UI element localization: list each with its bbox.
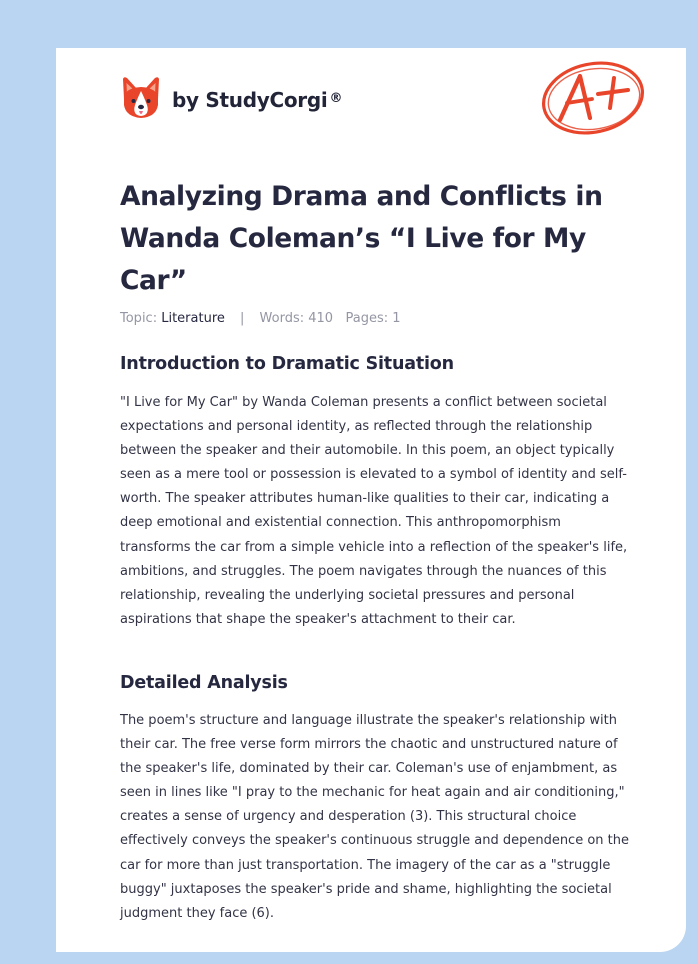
section-heading-analysis: Detailed Analysis bbox=[120, 673, 288, 693]
section-body-introduction: "I Live for My Car" by Wanda Coleman presents a conflict between societal expectations and personal identity, as reflected through the relationship between the speaker and their automobile. In this poem, an object typically seen as a mere tool or possession is elevated to a symbol of identity and self-worth. The speaker attributes human-like qualities to their car, indicating a deep emotional and existential connection. This anthropomorphism transforms the car from a simple vehicle into a reflection of the speaker's life, ambitions, and struggles. The poem navigates through the nuances of this relationship, revealing the underlying societal pressures and personal aspirations that shape the speaker's attachment to their car. bbox=[120, 395, 628, 627]
section-heading-introduction: Introduction to Dramatic Situation bbox=[120, 354, 454, 374]
a-plus-grade-icon bbox=[538, 58, 648, 138]
pages-count: 1 bbox=[392, 311, 401, 326]
topic-label: Topic: bbox=[120, 311, 158, 326]
section-body-analysis: The poem's structure and language illustrate the speaker's relationship with their car. The free verse form mirrors the chaotic and unstructured nature of the speaker's life, dominated by their car. Coleman's use of enjambment, as seen in lines like "I pray to the mechanic for heat again and air conditioning," creates a sense of urgency and desperation (3). This structural choice effectively conveys the speaker's continuous struggle and dependence on the car for more than just transportation. The imagery of the car as a "struggle buggy" juxtaposes the speaker's pride and shame, highlighting the societal judgment they face (6). bbox=[120, 713, 629, 921]
words-label: Words: bbox=[259, 311, 305, 326]
essay-meta bbox=[120, 311, 401, 326]
meta-separator: | bbox=[240, 311, 245, 326]
topic-link[interactable]: Literature bbox=[161, 311, 225, 326]
document-page bbox=[56, 48, 686, 952]
registered-mark: ® bbox=[329, 90, 343, 106]
corgi-logo-icon bbox=[120, 75, 162, 121]
pages-label: Pages: bbox=[345, 311, 389, 326]
words-count: 410 bbox=[308, 311, 334, 326]
brand-name: by StudyCorgi bbox=[172, 88, 328, 112]
essay-title: Analyzing Drama and Conflicts in Wanda Coleman’s “I Live for My Car” bbox=[120, 181, 603, 296]
brand-logo[interactable] bbox=[120, 75, 342, 121]
